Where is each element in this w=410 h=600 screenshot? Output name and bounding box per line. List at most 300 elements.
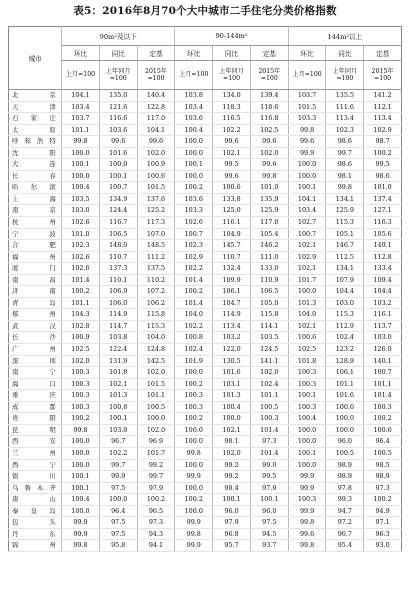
index-value: 100.0 <box>62 447 100 459</box>
index-value: 97.9 <box>250 482 288 494</box>
index-value: 100.1 <box>250 494 288 506</box>
index-value: 101.4 <box>175 297 213 309</box>
index-value: 102.2 <box>175 320 213 332</box>
index-value: 115.8 <box>250 309 288 321</box>
city-name: 青岛 <box>9 297 62 309</box>
index-value: 102.2 <box>213 124 251 136</box>
index-value: 100.4 <box>62 182 100 194</box>
index-value: 115.8 <box>137 309 175 321</box>
city-name: 太原 <box>9 124 62 136</box>
index-value: 100.2 <box>364 413 402 425</box>
index-value: 145.7 <box>213 240 251 252</box>
table-header <box>9 27 402 90</box>
index-value: 137.3 <box>99 263 137 275</box>
city-name: 天津 <box>9 101 62 113</box>
index-value: 100.0 <box>175 367 213 379</box>
index-value: 113.4 <box>364 113 402 125</box>
city-column-header: 城市 <box>9 27 62 90</box>
sub-header-row <box>9 46 402 61</box>
index-value: 102.0 <box>137 367 175 379</box>
index-value: 102.1 <box>288 240 326 252</box>
index-value: 125.9 <box>326 205 364 217</box>
index-value: 101.8 <box>99 367 137 379</box>
city-name: 宁波 <box>9 228 62 240</box>
index-value: 100.8 <box>175 332 213 344</box>
index-value: 100.4 <box>213 401 251 413</box>
index-value: 100.2 <box>364 494 402 506</box>
group-header-medium: 90-144m² <box>175 27 288 46</box>
index-value: 115.3 <box>137 320 175 332</box>
index-value: 99.8 <box>326 182 364 194</box>
index-value: 111.6 <box>326 101 364 113</box>
index-value: 134.1 <box>326 263 364 275</box>
city-name: 大连 <box>9 159 62 171</box>
index-value: 97.2 <box>326 517 364 529</box>
index-value: 100.0 <box>175 482 213 494</box>
index-value: 96.0 <box>326 436 364 448</box>
index-value: 148.5 <box>137 240 175 252</box>
index-value: 102.1 <box>99 378 137 390</box>
index-value: 101.4 <box>62 274 100 286</box>
index-value: 97.5 <box>99 482 137 494</box>
base-header: 上年同月=100 <box>213 61 251 90</box>
index-value: 98.7 <box>364 136 402 148</box>
index-value: 101.6 <box>213 367 251 379</box>
index-value: 105.1 <box>326 228 364 240</box>
index-value: 106.1 <box>326 367 364 379</box>
table-row <box>9 482 402 494</box>
city-name: 杭州 <box>9 217 62 229</box>
index-value: 110.7 <box>99 251 137 263</box>
index-value: 103.4 <box>175 101 213 113</box>
index-value: 101.9 <box>175 355 213 367</box>
index-value: 102.0 <box>250 367 288 379</box>
index-value: 118.6 <box>250 101 288 113</box>
index-value: 93.0 <box>364 540 402 552</box>
index-value: 99.9 <box>99 471 137 483</box>
index-value: 111.0 <box>250 251 288 263</box>
table-row <box>9 344 402 356</box>
index-value: 102.0 <box>250 147 288 159</box>
index-value: 100.3 <box>175 401 213 413</box>
index-value: 98.9 <box>326 459 364 471</box>
index-value: 123.2 <box>326 344 364 356</box>
index-value: 110.2 <box>137 274 175 286</box>
index-value: 100.6 <box>288 332 326 344</box>
index-value: 99.7 <box>99 459 137 471</box>
index-value: 101.4 <box>364 390 402 402</box>
base-header: 上月=100 <box>288 61 326 90</box>
index-value: 101.1 <box>326 378 364 390</box>
index-value: 116.1 <box>364 309 402 321</box>
index-value: 103.0 <box>62 205 100 217</box>
index-value: 103.5 <box>250 332 288 344</box>
table-row <box>9 101 402 113</box>
index-value: 100.3 <box>62 390 100 402</box>
city-name: 沈阳 <box>9 147 62 159</box>
index-value: 103.4 <box>288 205 326 217</box>
index-value: 104.4 <box>364 286 402 298</box>
index-value: 102.0 <box>213 447 251 459</box>
table-row <box>9 147 402 159</box>
index-value: 100.6 <box>137 170 175 182</box>
index-value: 100.2 <box>364 147 402 159</box>
index-value: 100.0 <box>326 413 364 425</box>
index-value: 96.4 <box>99 505 137 517</box>
index-value: 111.2 <box>137 251 175 263</box>
index-value: 149.1 <box>364 240 402 252</box>
table-row <box>9 471 402 483</box>
index-value: 116.1 <box>213 217 251 229</box>
index-value: 100.0 <box>175 436 213 448</box>
index-value: 100.0 <box>62 170 100 182</box>
index-value: 109.4 <box>364 274 402 286</box>
index-value: 100.3 <box>288 494 326 506</box>
index-value: 101.7 <box>137 447 175 459</box>
index-value: 113.4 <box>213 320 251 332</box>
index-value: 139.4 <box>250 90 288 102</box>
index-value: 100.3 <box>175 390 213 402</box>
index-value: 102.8 <box>62 320 100 332</box>
index-value: 101.5 <box>288 101 326 113</box>
base-header: 上年同月=100 <box>326 61 364 90</box>
index-value: 105.6 <box>364 228 402 240</box>
index-value: 104.1 <box>288 193 326 205</box>
index-value: 103.7 <box>62 113 100 125</box>
table-row <box>9 401 402 413</box>
index-value: 94.1 <box>137 540 175 552</box>
base-header: 2015年=100 <box>364 61 402 90</box>
index-value: 102.0 <box>62 355 100 367</box>
index-value: 101.0 <box>62 228 100 240</box>
city-name: 锦州 <box>9 540 62 552</box>
table-body <box>9 90 402 552</box>
sub-header: 同比 <box>326 46 364 61</box>
index-value: 103.2 <box>364 297 402 309</box>
table-row <box>9 355 402 367</box>
index-value: 101.7 <box>288 274 326 286</box>
index-value: 100.4 <box>175 124 213 136</box>
table-title: 表5：2016年8月70个大中城市二手住宅分类价格指数 <box>73 5 337 17</box>
index-value: 122.8 <box>137 101 175 113</box>
city-name: 北京 <box>9 90 62 102</box>
index-value: 98.1 <box>213 436 251 448</box>
group-header-large: 144m²以上 <box>288 27 401 46</box>
index-value: 99.8 <box>62 424 100 436</box>
index-value: 124.8 <box>137 344 175 356</box>
city-name: 银川 <box>9 471 62 483</box>
index-value: 93.7 <box>250 540 288 552</box>
index-value: 100.3 <box>364 401 402 413</box>
index-value: 100.3 <box>62 378 100 390</box>
index-value: 99.9 <box>175 540 213 552</box>
index-value: 116.3 <box>364 217 402 229</box>
index-value: 102.7 <box>288 217 326 229</box>
index-value: 140.4 <box>137 90 175 102</box>
index-value: 130.5 <box>213 355 251 367</box>
index-value: 127.1 <box>364 205 402 217</box>
city-name: 南京 <box>9 205 62 217</box>
index-value: 112.9 <box>326 320 364 332</box>
index-value: 115.3 <box>326 309 364 321</box>
index-value: 99.6 <box>250 136 288 148</box>
city-name: 深圳 <box>9 355 62 367</box>
index-value: 103.0 <box>326 297 364 309</box>
index-value: 102.9 <box>175 251 213 263</box>
index-value: 99.8 <box>288 124 326 136</box>
index-value: 100.0 <box>62 436 100 448</box>
table-row <box>9 378 402 390</box>
index-value: 101.0 <box>364 182 402 194</box>
index-value: 104.0 <box>137 332 175 344</box>
city-name: 包头 <box>9 517 62 529</box>
index-value: 103.7 <box>288 90 326 102</box>
index-value: 100.0 <box>175 424 213 436</box>
city-name: 西宁 <box>9 459 62 471</box>
price-index-table <box>8 26 402 552</box>
index-value: 99.9 <box>288 471 326 483</box>
index-value: 100.2 <box>175 413 213 425</box>
index-value: 124.4 <box>99 205 137 217</box>
sub-header: 定基 <box>137 46 175 61</box>
index-value: 100.4 <box>288 413 326 425</box>
index-value: 103.6 <box>175 193 213 205</box>
index-value: 134.1 <box>326 193 364 205</box>
index-value: 114.9 <box>99 309 137 321</box>
sub-header: 定基 <box>364 46 402 61</box>
index-value: 100.1 <box>62 159 100 171</box>
index-value: 100.1 <box>99 413 137 425</box>
index-value: 99.9 <box>62 528 100 540</box>
index-value: 100.1 <box>288 182 326 194</box>
index-value: 102.3 <box>62 240 100 252</box>
index-value: 134.9 <box>99 193 137 205</box>
index-value: 97.5 <box>99 517 137 529</box>
index-value: 100.2 <box>62 413 100 425</box>
index-value: 100.6 <box>213 182 251 194</box>
city-name: 海口 <box>9 378 62 390</box>
index-value: 102.2 <box>175 263 213 275</box>
table-row <box>9 436 402 448</box>
index-value: 102.6 <box>175 217 213 229</box>
index-value: 106.1 <box>213 286 251 298</box>
table-row <box>9 205 402 217</box>
table-row <box>9 447 402 459</box>
index-value: 100.0 <box>62 147 100 159</box>
table-row <box>9 251 402 263</box>
index-value: 100.0 <box>364 424 402 436</box>
index-value: 99.7 <box>326 147 364 159</box>
index-value: 109.9 <box>213 274 251 286</box>
index-value: 99.9 <box>288 505 326 517</box>
index-value: 99.6 <box>288 136 326 148</box>
index-value: 99.9 <box>288 147 326 159</box>
city-name: 济南 <box>9 286 62 298</box>
index-value: 99.8 <box>175 528 213 540</box>
table-row <box>9 494 402 506</box>
index-value: 114.1 <box>250 320 288 332</box>
index-value: 104.1 <box>62 90 100 102</box>
index-value: 102.0 <box>137 147 175 159</box>
index-value: 99.9 <box>62 517 100 529</box>
index-value: 100.0 <box>62 505 100 517</box>
index-value: 100.2 <box>175 182 213 194</box>
index-value: 113.7 <box>364 320 402 332</box>
index-value: 95.7 <box>213 540 251 552</box>
index-value: 106.0 <box>99 297 137 309</box>
index-value: 105.4 <box>250 228 288 240</box>
index-value: 102.9 <box>288 251 326 263</box>
index-value: 101.6 <box>99 147 137 159</box>
index-value: 104.9 <box>213 228 251 240</box>
index-value: 100.0 <box>175 505 213 517</box>
base-header: 2015年=100 <box>250 61 288 90</box>
index-value: 126.0 <box>364 344 402 356</box>
price-index-table-container <box>8 26 402 600</box>
sub-header: 环比 <box>175 46 213 61</box>
index-value: 100.0 <box>288 436 326 448</box>
index-value: 100.0 <box>288 424 326 436</box>
index-value: 98.6 <box>364 170 402 182</box>
index-value: 96.0 <box>250 505 288 517</box>
city-name: 贵阳 <box>9 413 62 425</box>
index-value: 99.9 <box>175 517 213 529</box>
index-value: 103.3 <box>288 113 326 125</box>
index-value: 100.0 <box>175 170 213 182</box>
index-value: 104.0 <box>288 309 326 321</box>
index-value: 110.9 <box>250 274 288 286</box>
index-value: 99.8 <box>62 540 100 552</box>
table-row <box>9 320 402 332</box>
index-value: 96.9 <box>137 436 175 448</box>
index-value: 101.1 <box>364 378 402 390</box>
index-value: 100.0 <box>62 459 100 471</box>
index-value: 101.3 <box>288 297 326 309</box>
index-value: 100.8 <box>99 401 137 413</box>
index-value: 94.9 <box>364 505 402 517</box>
index-value: 100.3 <box>62 401 100 413</box>
index-value: 99.8 <box>250 170 288 182</box>
index-value: 100.1 <box>99 170 137 182</box>
table-row <box>9 390 402 402</box>
index-value: 95.4 <box>326 540 364 552</box>
index-value: 97.3 <box>137 517 175 529</box>
index-value: 99.3 <box>326 494 364 506</box>
index-value: 100.1 <box>62 482 100 494</box>
city-name: 武汉 <box>9 320 62 332</box>
index-value: 103.0 <box>364 332 402 344</box>
base-header: 2015年=100 <box>137 61 175 90</box>
index-value: 103.0 <box>99 424 137 436</box>
index-value: 100.2 <box>62 286 100 298</box>
group-header-small: 90m²及以下 <box>62 27 175 46</box>
index-value: 110.7 <box>213 251 251 263</box>
table-row <box>9 459 402 471</box>
index-value: 102.4 <box>326 332 364 344</box>
sub-header: 环比 <box>288 46 326 61</box>
city-name: 合肥 <box>9 240 62 252</box>
index-value: 100.0 <box>326 424 364 436</box>
index-value: 100.3 <box>250 413 288 425</box>
base-header: 上年同月=100 <box>99 61 137 90</box>
index-value: 103.8 <box>99 332 137 344</box>
index-value: 100.0 <box>288 286 326 298</box>
index-value: 104.4 <box>326 286 364 298</box>
city-name: 上海 <box>9 193 62 205</box>
index-value: 134.0 <box>213 90 251 102</box>
index-value: 101.1 <box>62 297 100 309</box>
index-value: 107.0 <box>137 228 175 240</box>
table-row <box>9 263 402 275</box>
index-value: 96.7 <box>326 528 364 540</box>
city-name: 兰州 <box>9 447 62 459</box>
index-value: 102.4 <box>250 378 288 390</box>
index-value: 99.6 <box>99 136 137 148</box>
index-value: 103.4 <box>62 101 100 113</box>
index-value: 101.1 <box>137 390 175 402</box>
index-value: 99.2 <box>213 471 251 483</box>
index-value: 100.1 <box>213 494 251 506</box>
index-value: 100.0 <box>137 413 175 425</box>
index-value: 116.6 <box>99 113 137 125</box>
index-value: 97.1 <box>364 517 402 529</box>
city-name: 哈尔滨 <box>9 182 62 194</box>
index-value: 97.9 <box>137 482 175 494</box>
index-value: 116.7 <box>99 217 137 229</box>
index-value: 103.6 <box>99 124 137 136</box>
index-value: 100.9 <box>137 159 175 171</box>
index-value: 100.7 <box>288 228 326 240</box>
index-value: 100.0 <box>288 159 326 171</box>
index-value: 116.5 <box>213 113 251 125</box>
city-name: 呼和浩特 <box>9 136 62 148</box>
index-value: 106.2 <box>137 297 175 309</box>
index-value: 98.9 <box>326 471 364 483</box>
index-value: 114.9 <box>213 309 251 321</box>
table-row <box>9 332 402 344</box>
index-value: 99.8 <box>288 517 326 529</box>
index-value: 100.5 <box>250 401 288 413</box>
index-value: 114.7 <box>99 320 137 332</box>
sub-header: 同比 <box>213 46 251 61</box>
index-value: 100.5 <box>364 447 402 459</box>
sub-header: 定基 <box>250 46 288 61</box>
index-value: 112.8 <box>364 251 402 263</box>
index-value: 135.9 <box>250 193 288 205</box>
index-value: 102.5 <box>62 344 100 356</box>
index-value: 100.3 <box>288 378 326 390</box>
index-value: 96.7 <box>99 436 137 448</box>
table-row <box>9 286 402 298</box>
city-name: 南宁 <box>9 367 62 379</box>
index-value: 99.8 <box>62 136 100 148</box>
index-value: 94.3 <box>137 528 175 540</box>
index-value: 99.5 <box>364 159 402 171</box>
index-value: 100.1 <box>288 447 326 459</box>
table-row <box>9 217 402 229</box>
sub-header: 环比 <box>62 46 100 61</box>
index-value: 135.5 <box>326 90 364 102</box>
city-name: 长沙 <box>9 332 62 344</box>
index-value: 103.6 <box>175 113 213 125</box>
city-name: 丹东 <box>9 528 62 540</box>
index-value: 100.2 <box>175 286 213 298</box>
index-value: 98.6 <box>326 136 364 148</box>
index-value: 99.0 <box>250 459 288 471</box>
index-value: 102.1 <box>288 263 326 275</box>
city-name: 郑州 <box>9 309 62 321</box>
index-value: 100.7 <box>99 182 137 194</box>
